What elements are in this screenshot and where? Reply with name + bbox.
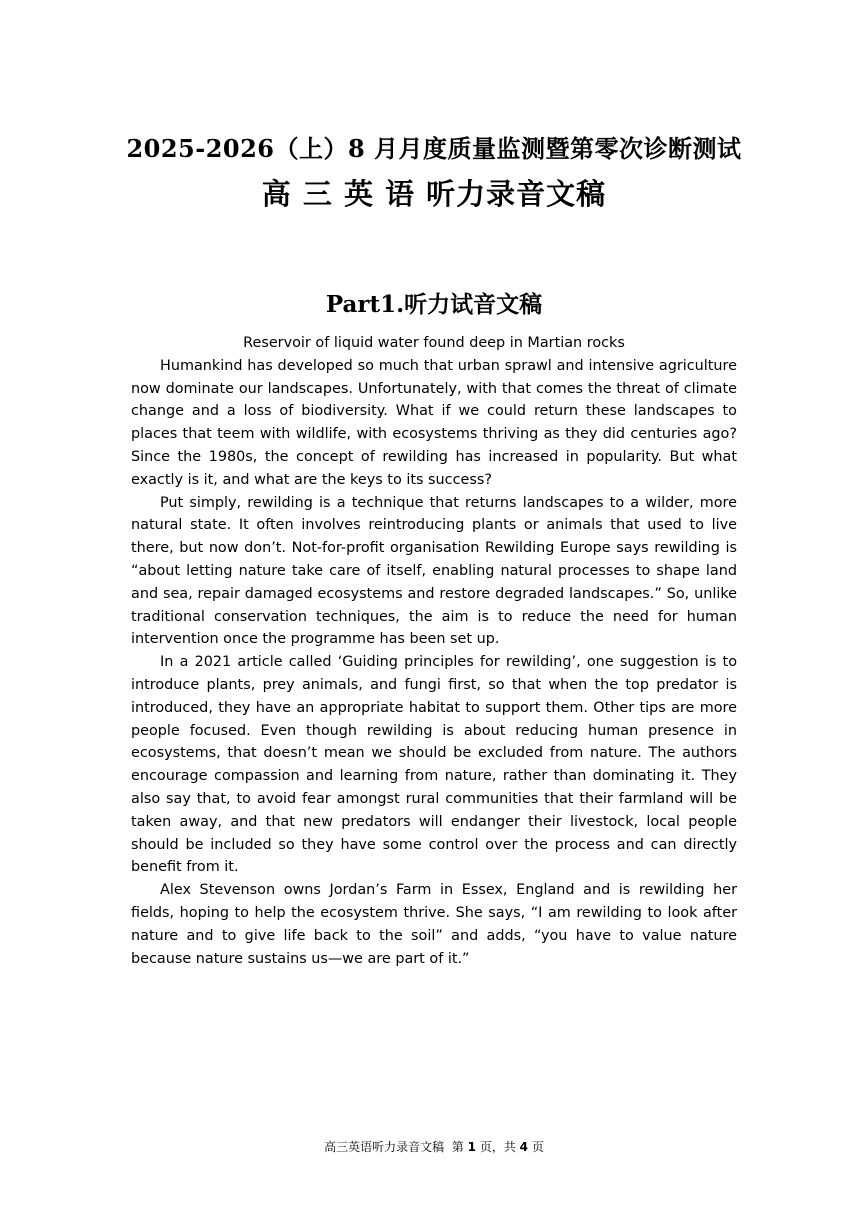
footer-page-prefix: 第 bbox=[451, 1140, 464, 1154]
paragraph-1: Humankind has developed so much that urban sprawl and intensive agriculture now dominate our landscapes. Unfortunately, with that comes the threat of climate change and a loss of biodiversity. What if we could return these landscapes to places that teem with wildlife, with ecosystems thriving as they did centuries ago? Since the 1980s, the concept of rewilding has increased in popularity. But what exactly is it, and what are the keys to its success? bbox=[131, 357, 737, 488]
document-title: 高 三 英 语 听力录音文稿 bbox=[261, 177, 607, 211]
exam-title: 2025-2026（上）8 月月度质量监测暨第零次诊断测试 bbox=[126, 134, 742, 163]
article-body bbox=[131, 332, 737, 970]
section-heading: Part1.听力试音文稿 bbox=[325, 291, 543, 318]
footer-page-total: 4 bbox=[519, 1140, 529, 1154]
footer-page-suffix: 页 bbox=[531, 1140, 544, 1154]
paragraph-4: Alex Stevenson owns Jordan’s Farm in Essex, England and is rewilding her fields, hoping to help the ecosystem thrive. She says, “I am rewilding to look after nature and to give life back to the soil” and adds, “you have to value nature because nature sustains us—we are part of it.” bbox=[131, 882, 737, 967]
footer-doc-name: 高三英语听力录音文稿 bbox=[324, 1140, 445, 1154]
footer-page-sep: 页，共 bbox=[479, 1140, 516, 1154]
paragraph-2: Put simply, rewilding is a technique that returns landscapes to a wilder, more natural state. It often involves reintroducing plants or animals that used to live there, but now don’t. Not-for-profit organisation Rewilding Europe says rewilding is “about letting nature take care of itself, enabling natural processes to shape land and sea, repair damaged ecosystems and restore degraded landscapes.” So, unlike traditional conservation techniques, the aim is to reduce the need for human intervention once the programme has been set up. bbox=[131, 494, 737, 648]
page-footer bbox=[0, 1138, 868, 1155]
article-title: Reservoir of liquid water found deep in Martian rocks bbox=[243, 335, 625, 351]
footer-page-current: 1 bbox=[467, 1140, 476, 1154]
paragraph-3: In a 2021 article called ‘Guiding principles for rewilding’, one suggestion is to introduce plants, prey animals, and fungi first, so that when the top predator is introduced, they have an appropriate habitat to support them. Other tips are more people focused. Even though rewilding is about reducing human presence in ecosystems, that doesn’t mean we should be excluded from nature. The authors encourage compassion and learning from nature, rather than dominating it. They also say that, to avoid fear amongst rural communities that their farmland will be taken away, and that new predators will endanger their livestock, local people should be included so they have some control over the process and can directly benefit from it. bbox=[131, 654, 737, 876]
